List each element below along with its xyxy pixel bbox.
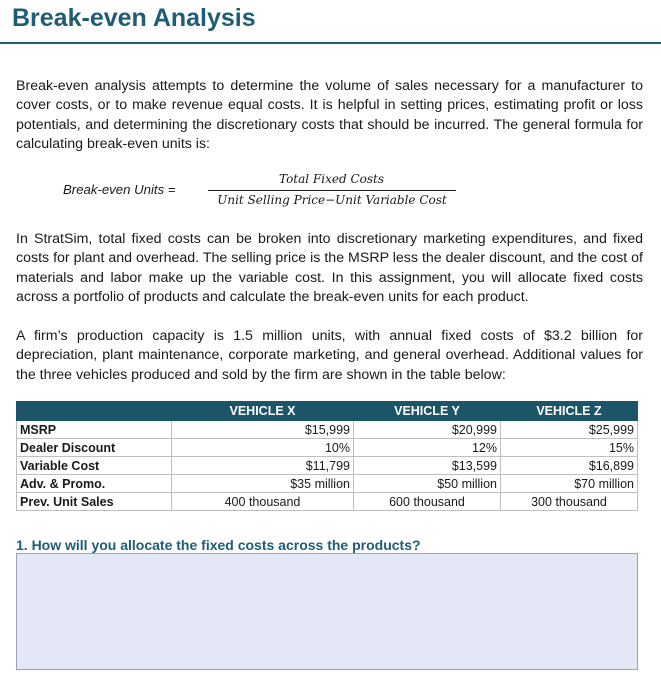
- table-row: [17, 457, 638, 475]
- cell-vehicle-y: $50 million: [354, 475, 501, 493]
- cell-vehicle-y: 600 thousand: [354, 493, 501, 511]
- vehicle-data-table: [16, 401, 638, 511]
- cell-vehicle-x: $11,799: [172, 457, 354, 475]
- capacity-paragraph: A firm’s production capacity is 1.5 million units, with annual fixed costs of $3.2 billion for depreciation, plant maintenance, corporate marketing, and general overhead. Additional values for the three vehicles produced and sold by the firm are shown in the table below:: [16, 328, 643, 383]
- cell-vehicle-z: $25,999: [501, 421, 638, 439]
- table-row: [17, 439, 638, 457]
- table-row: [17, 475, 638, 493]
- title-divider: [0, 42, 661, 44]
- table-row: [17, 493, 638, 511]
- answer-field[interactable]: [16, 553, 638, 670]
- cell-vehicle-y: 12%: [354, 439, 501, 457]
- row-label: Variable Cost: [17, 457, 172, 475]
- page-title: Break-even Analysis: [12, 4, 256, 32]
- row-label: Adv. & Promo.: [17, 475, 172, 493]
- cell-vehicle-x: 400 thousand: [172, 493, 354, 511]
- table-header-row: [17, 402, 638, 421]
- cell-vehicle-x: $35 million: [172, 475, 354, 493]
- cell-vehicle-z: $70 million: [501, 475, 638, 493]
- cell-vehicle-y: $13,599: [354, 457, 501, 475]
- stratsim-paragraph: In StratSim, total fixed costs can be broken into discretionary marketing expenditures, and fixed costs for plant and overhead. The selling price is the MSRP less the dealer discount, and the cost of materials and labor make up the variable cost. In this assignment, you will allocate fixed costs across a portfolio of products and calculate the break-even units for each product.: [16, 231, 643, 306]
- cell-vehicle-z: $16,899: [501, 457, 638, 475]
- table-header-vehicle-y: VEHICLE Y: [354, 402, 501, 421]
- table-header-vehicle-z: VEHICLE Z: [501, 402, 638, 421]
- table-row: [17, 421, 638, 439]
- table-header-corner: [17, 402, 172, 421]
- cell-vehicle-x: 10%: [172, 439, 354, 457]
- cell-vehicle-x: $15,999: [172, 421, 354, 439]
- intro-paragraph: Break-even analysis attempts to determine the volume of sales necessary for a manufacturer to cover costs, or to make revenue equal costs. It is helpful in setting prices, estimating profit or loss potentials, and determining the discretionary costs that should be incurred. The general formula for calculating break-even units is:: [16, 78, 643, 153]
- cell-vehicle-y: $20,999: [354, 421, 501, 439]
- row-label: Dealer Discount: [17, 439, 172, 457]
- question-1: 1. How will you allocate the fixed costs across the products?: [16, 537, 421, 553]
- table-header-vehicle-x: VEHICLE X: [172, 402, 354, 421]
- fraction-bar: [208, 190, 456, 191]
- formula-numerator: Total Fixed Costs: [279, 172, 384, 186]
- formula-denominator: Unit Selling Price−Unit Variable Cost: [217, 193, 447, 207]
- row-label: Prev. Unit Sales: [17, 493, 172, 511]
- cell-vehicle-z: 15%: [501, 439, 638, 457]
- formula-label: Break-even Units =: [63, 182, 176, 197]
- row-label: MSRP: [17, 421, 172, 439]
- cell-vehicle-z: 300 thousand: [501, 493, 638, 511]
